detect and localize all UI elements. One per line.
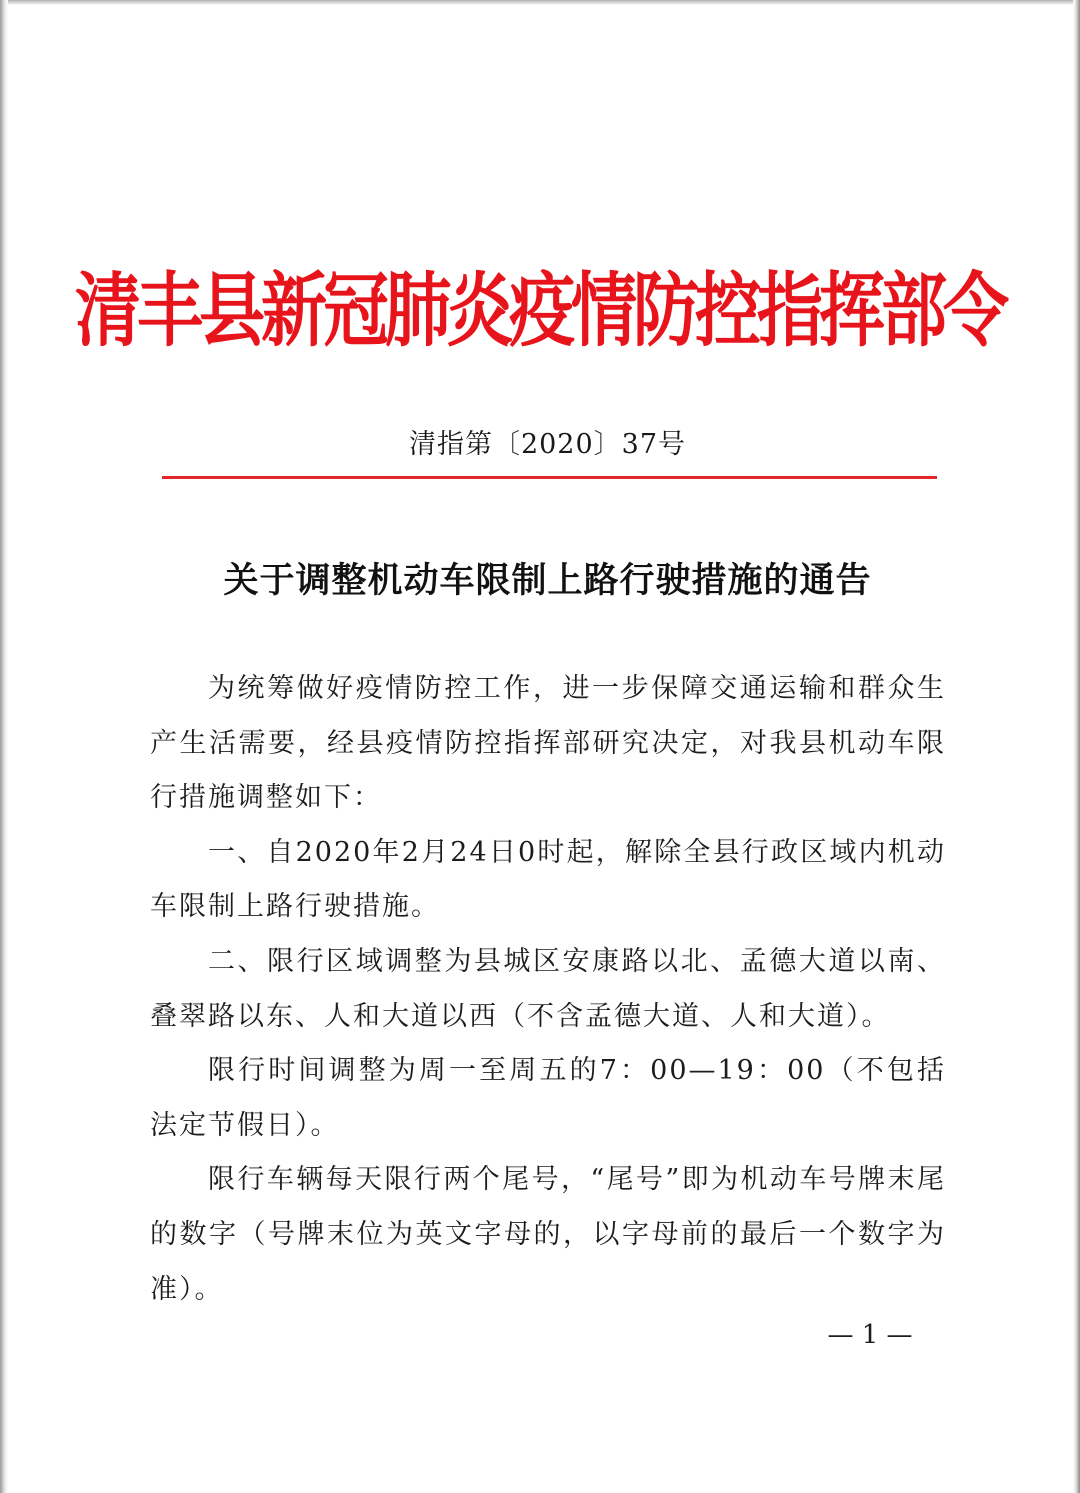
- document-title: 关于调整机动车限制上路行驶措施的通告: [223, 561, 872, 601]
- red-divider-line: [162, 476, 937, 479]
- page-right-shadow: [1073, 0, 1080, 1493]
- paragraph-time: 限行时间调整为周一至周五的7：00—19：00（不包括法定节假日）。: [150, 1055, 946, 1141]
- issuer-masthead: 清丰县新冠肺炎疫情防控指挥部令: [75, 262, 1005, 358]
- page-number: — 1 —: [827, 1320, 913, 1350]
- document-body: [150, 662, 946, 1317]
- document-number: 清指第〔2020〕37号: [408, 429, 687, 460]
- paragraph-plate-numbers: 限行车辆每天限行两个尾号，“尾号”即为机动车号牌末尾的数字（号牌末位为英文字母的，以字母前的最后一个数字为准）。: [150, 1164, 946, 1305]
- page-top-shadow: [0, 0, 1080, 5]
- page-left-shadow: [0, 0, 8, 1493]
- paragraph-item-1: 一、自2020年2月24日0时起，解除全县行政区域内机动车限制上路行驶措施。: [150, 836, 946, 923]
- paragraph-intro: 为统筹做好疫情防控工作，进一步保障交通运输和群众生产生活需要，经县疫情防控指挥部研究决定，对我县机动车限行措施调整如下：: [150, 673, 946, 814]
- paragraph-item-2: 二、限行区域调整为县城区安康路以北、孟德大道以南、叠翠路以东、人和大道以西（不含孟德大道、人和大道）。: [150, 945, 946, 1032]
